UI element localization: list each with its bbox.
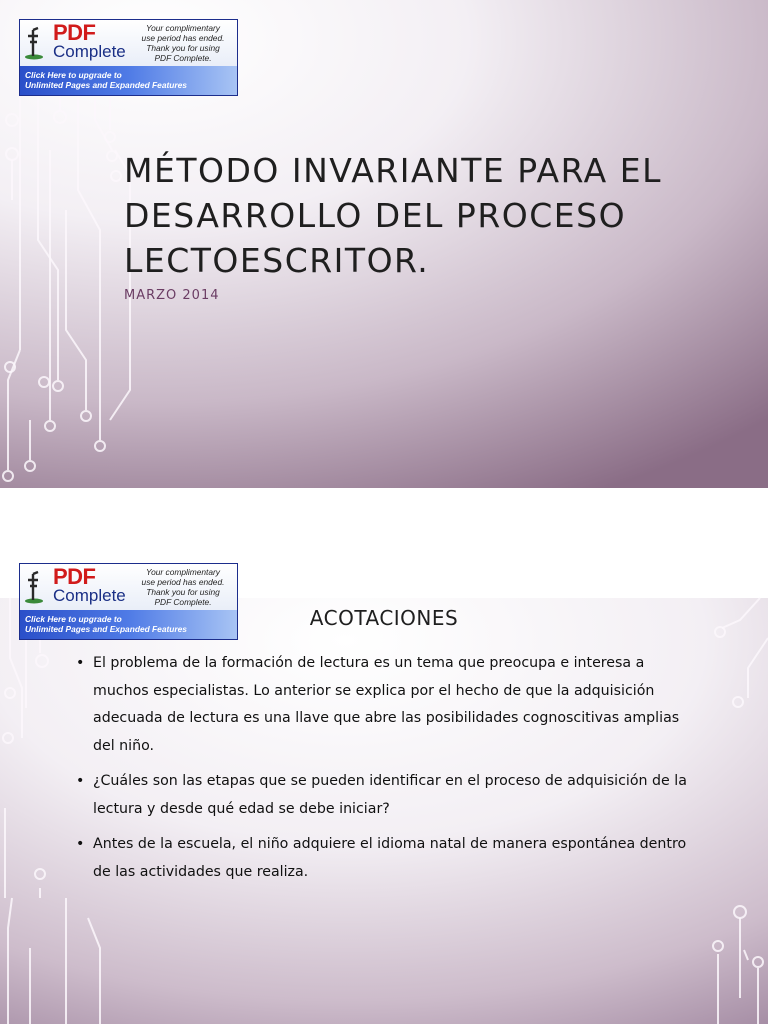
banner-logo-complete: Complete — [53, 586, 126, 605]
slide-title-line: MÉTODO INVARIANTE PARA EL — [124, 151, 662, 190]
banner-message-line: use period has ended. — [141, 33, 225, 43]
banner-message-line: Thank you for using — [146, 43, 220, 53]
banner-logo-pdf: PDF — [53, 20, 96, 45]
upgrade-link-line: Unlimited Pages and Expanded Features — [25, 80, 187, 90]
pdf-complete-logo-icon — [24, 570, 44, 604]
slide-subtitle: MARZO 2014 — [124, 288, 220, 303]
banner-message-line: Your complimentary — [145, 23, 220, 33]
banner-logo-pdf: PDF — [53, 564, 96, 589]
banner-top — [20, 20, 237, 66]
banner-message-line: PDF Complete. — [154, 53, 212, 63]
bullet-icon: • — [76, 836, 85, 852]
upgrade-link[interactable] — [20, 66, 237, 95]
slide-title-line: LECTOESCRITOR. — [124, 241, 430, 280]
slide-title — [124, 148, 724, 283]
pdf-complete-banner[interactable] — [19, 19, 238, 96]
banner-top — [20, 564, 237, 610]
bullet-list — [76, 650, 701, 894]
bullet-item — [76, 768, 701, 823]
upgrade-link-line: Click Here to upgrade to — [25, 614, 122, 624]
title-slide — [0, 0, 768, 488]
bullet-item — [76, 650, 701, 760]
bullet-icon: • — [76, 773, 85, 789]
upgrade-link-line: Click Here to upgrade to — [25, 70, 122, 80]
bullet-text: El problema de la formación de lectura es un tema que preocupa e interesa a muchos especialistas. Lo anterior se explica por el hecho de que la adquisición adecuada de lectura es una llave que abre las posibilidades cognoscitivas amplias del niño. — [93, 655, 680, 754]
bullet-icon: • — [76, 655, 85, 671]
banner-logo-complete: Complete — [53, 42, 126, 61]
bullet-text: ¿Cuáles son las etapas que se pueden identificar en el proceso de adquisición de la lectura y desde qué edad se debe iniciar? — [93, 773, 687, 817]
banner-message-line: Your complimentary — [145, 567, 220, 577]
bullet-text: Antes de la escuela, el niño adquiere el idioma natal de manera espontánea dentro de las actividades que realiza. — [93, 836, 687, 880]
slide-heading: ACOTACIONES — [309, 606, 459, 630]
banner-message-line: PDF Complete. — [154, 597, 212, 607]
content-slide — [0, 564, 768, 1024]
banner-message-line: Thank you for using — [146, 587, 220, 597]
slide-title-line: DESARROLLO DEL PROCESO — [124, 196, 627, 235]
banner-message — [135, 567, 231, 607]
banner-message — [135, 23, 231, 63]
banner-message-line: use period has ended. — [141, 577, 225, 587]
upgrade-link-line: Unlimited Pages and Expanded Features — [25, 624, 187, 634]
bullet-item — [76, 831, 701, 886]
pdf-complete-logo-icon — [24, 26, 44, 60]
